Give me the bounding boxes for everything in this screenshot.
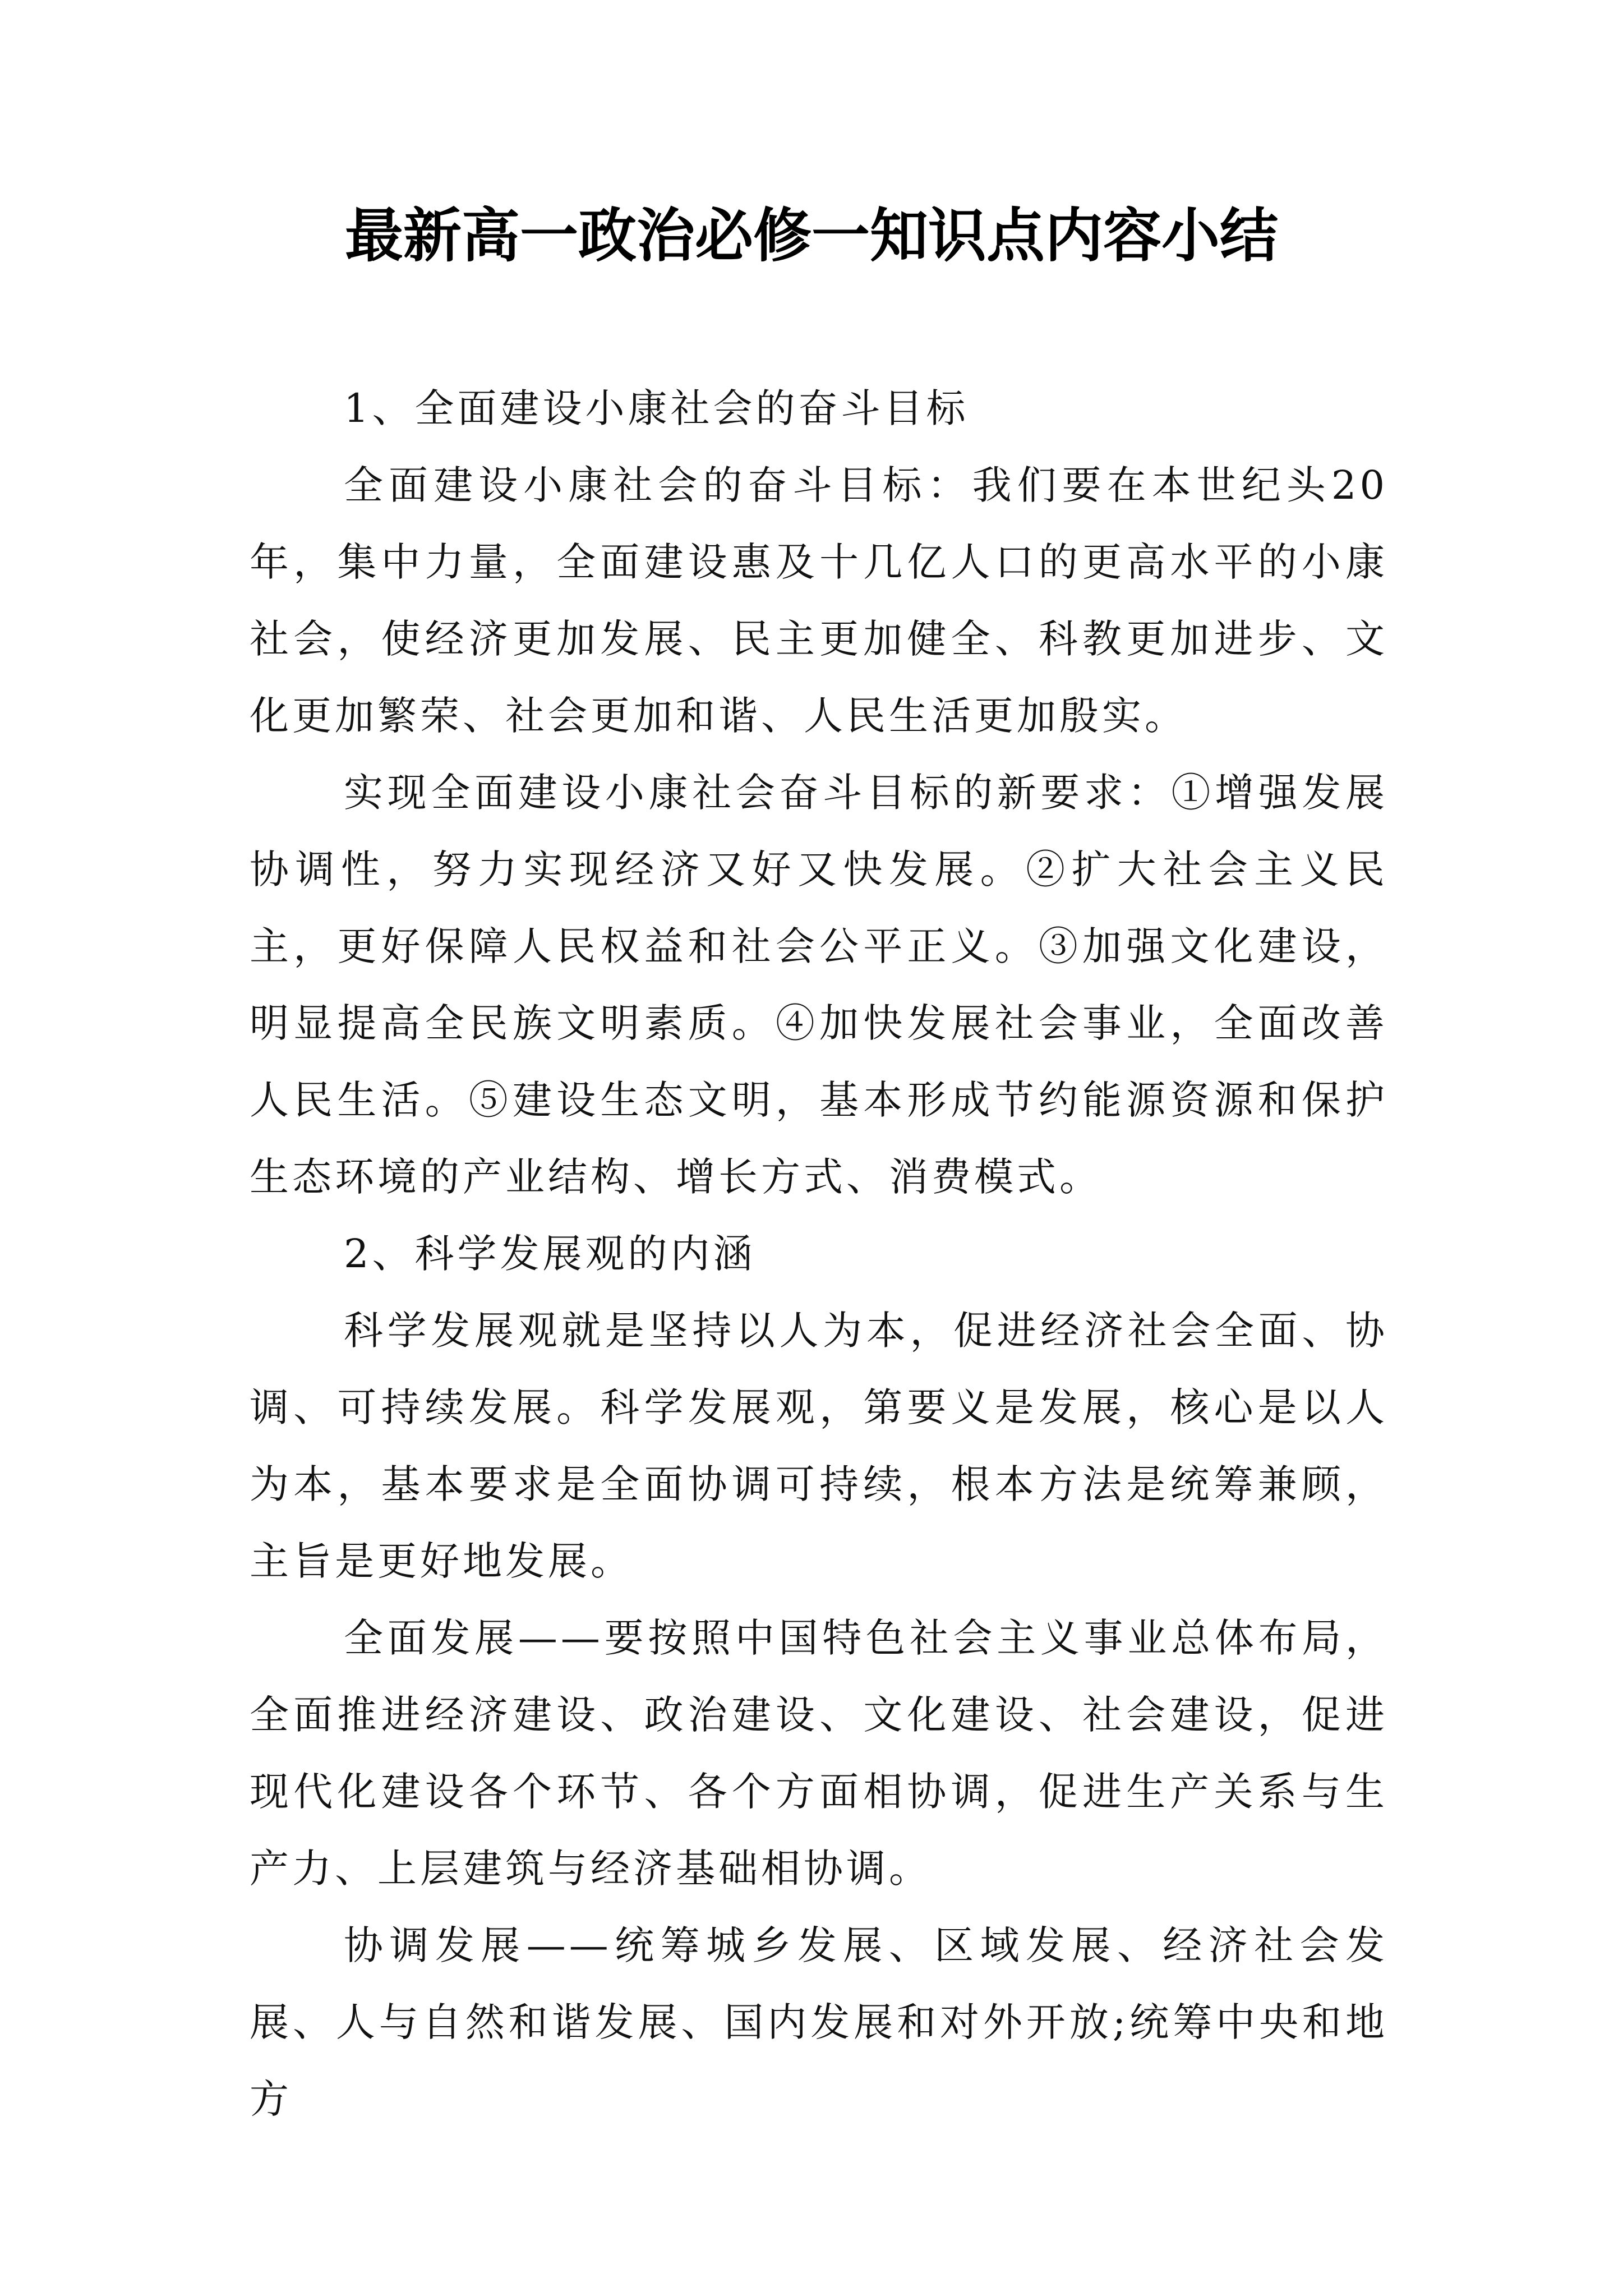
document-title: 最新高一政治必修一知识点内容小结 <box>344 201 1278 270</box>
paragraph-goal: 全面建设小康社会的奋斗目标：我们要在本世纪头20年，集中力量，全面建设惠及十几亿人口的更高水平的小康社会，使经济更加发展、民主更加健全、科教更加进步、文化更加繁荣、社会更加和谐、人民生活更加殷实。 <box>250 462 1388 739</box>
paragraph-coordinated-development: 协调发展——统筹城乡发展、区域发展、经济社会发展、人与自然和谐发展、国内发展和对外开放;统筹中央和地方 <box>250 1922 1388 2122</box>
document-body <box>250 370 1388 2138</box>
paragraph-scientific-outlook: 科学发展观就是坚持以人为本，促进经济社会全面、协调、可持续发展。科学发展观，第要义是发展，核心是以人为本，基本要求是全面协调可持续，根本方法是统筹兼顾，主旨是更好地发展。 <box>250 1308 1388 1584</box>
heading-item-1: 1、全面建设小康社会的奋斗目标 <box>344 385 969 431</box>
heading-item-2: 2、科学发展观的内涵 <box>344 1231 756 1277</box>
paragraph-comprehensive-development: 全面发展——要按照中国特色社会主义事业总体布局，全面推进经济建设、政治建设、文化建设、社会建设，促进现代化建设各个环节、各个方面相协调，促进生产关系与生产力、上层建筑与经济基础相协调。 <box>250 1615 1388 1892</box>
paragraph-new-requirements: 实现全面建设小康社会奋斗目标的新要求：①增强发展协调性，努力实现经济又好又快发展。②扩大社会主义民主，更好保障人民权益和社会公平正义。③加强文化建设，明显提高全民族文明素质。④加快发展社会事业，全面改善人民生活。⑤建设生态文明，基本形成节约能源资源和保护生态环境的产业结构、增长方式、消费模式。 <box>250 770 1388 1200</box>
